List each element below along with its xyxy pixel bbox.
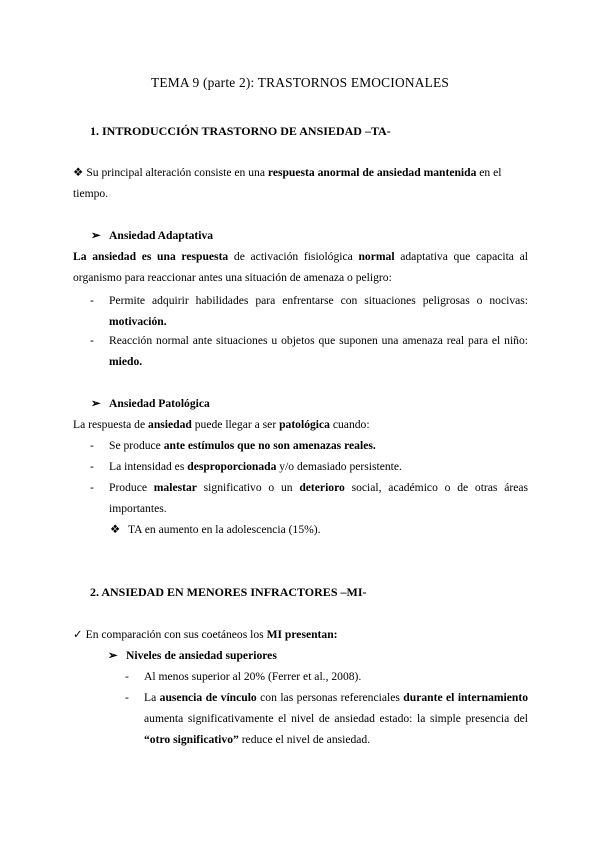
section-2-heading: 2. ANSIEDAD EN MENORES INFRACTORES –MI- (90, 585, 367, 599)
mi-subheading: ➢ Niveles de ansiedad superiores (108, 645, 277, 666)
list-item: - Reacción normal ante situaciones u objetos que suponen una amenaza real para el niño: miedo. (90, 334, 528, 368)
adaptativa-definition: La ansiedad es una respuesta de activación fisiológica normal adaptativa que capacita al organismo para reaccionar antes una situación de amenaza o peligro: (73, 250, 528, 284)
page-title: TEMA 9 (parte 2): TRASTORNOS EMOCIONALES (150, 75, 449, 90)
patologica-note: ❖ TA en aumento en la adolescencia (15%). (110, 519, 321, 540)
mi-lead: ✓ En comparación con sus coetáneos los MI presentan: (73, 628, 338, 641)
check-icon: ✓ (73, 628, 83, 641)
section-1-heading: 1. INTRODUCCIÓN TRASTORNO DE ANSIEDAD –TA- (90, 124, 391, 138)
list-item: - Se produce ante estímulos que no son amenazas reales. (90, 439, 376, 452)
list-item: - Produce malestar significativo o un deterioro social, académico o de otras áreas importantes. (90, 481, 529, 515)
intro-paragraph: ❖ Su principal alteración consiste en una respuesta anormal de ansiedad mantenida en el tiempo. (73, 166, 502, 200)
patologica-definition: La respuesta de ansiedad puede llegar a ser patológica cuando: (73, 418, 370, 431)
list-item: - La intensidad es desproporcionada y/o demasiado persistente. (90, 460, 402, 473)
diamond-bullet-icon: ❖ (73, 166, 84, 179)
adaptativa-heading: ➢ Ansiedad Adaptativa (91, 225, 213, 246)
list-item: - Al menos superior al 20% (Ferrer et al., 2008). (125, 670, 362, 683)
arrow-bullet-icon: ➢ (108, 649, 118, 662)
arrow-bullet-icon: ➢ (91, 397, 101, 410)
arrow-bullet-icon: ➢ (91, 229, 101, 242)
patologica-heading: ➢ Ansiedad Patológica (91, 393, 210, 414)
list-item: - La ausencia de vínculo con las personas referenciales durante el internamiento aumenta significativamente el nivel de ansiedad estado: la simple presencia del “otro significativo” reduce el nivel de ansiedad. (125, 691, 529, 746)
list-item: - Permite adquirir habilidades para enfrentarse con situaciones peligrosas o nocivas: motivación. (90, 294, 528, 328)
diamond-bullet-icon: ❖ (110, 523, 121, 536)
